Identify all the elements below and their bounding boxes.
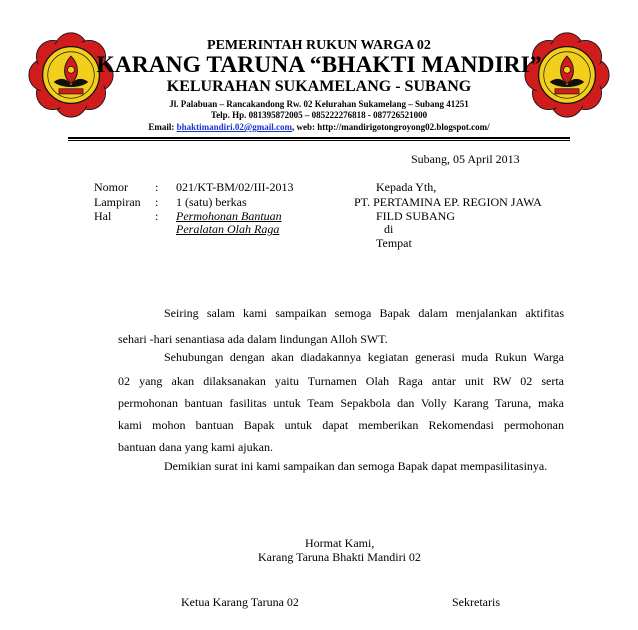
closing-salutation: Hormat Kami,	[305, 536, 375, 550]
header-government: PEMERINTAH RUKUN WARGA 02	[207, 38, 431, 53]
recipient-greeting: Kepada Yth,	[376, 180, 437, 194]
paragraph-2-line-1: Sehubungan dengan akan diadakannya kegiatan generasi muda Rukun Warga	[164, 350, 564, 364]
meta-sep: :	[155, 209, 159, 223]
header-contact	[0, 122, 638, 132]
paragraph-2-line-5: bantuan dana yang kami ajukan.	[118, 440, 273, 454]
meta-label-nomor: Nomor	[94, 180, 128, 194]
meta-sep: :	[155, 195, 159, 209]
meta-sep: :	[155, 180, 159, 194]
meta-value-lampiran: 1 (satu) berkas	[176, 195, 247, 209]
header-district: KELURAHAN SUKAMELANG - SUBANG	[166, 78, 472, 95]
letterhead-rule-thick	[68, 137, 570, 139]
recipient-unit: FILD SUBANG	[376, 209, 456, 223]
paragraph-1-line-1: Seiring salam kami sampaikan semoga Bapak dalam menjalankan aktifitas	[164, 306, 564, 320]
meta-value-nomor: 021/KT-BM/02/III-2013	[176, 180, 294, 194]
letter-date: Subang, 05 April 2013	[411, 152, 520, 166]
paragraph-2-line-4: kami mohon bantuan Bapak untuk dapat memberikan Rekomendasi permohonan	[118, 418, 564, 432]
recipient-company: PT. PERTAMINA EP. REGION JAWA	[354, 195, 542, 209]
closing-organization: Karang Taruna Bhakti Mandiri 02	[258, 550, 421, 564]
meta-label-hal: Hal	[94, 209, 112, 223]
email-label: Email:	[148, 122, 177, 132]
email-link[interactable]: bhaktimandiri.02@gmail.com	[176, 122, 293, 132]
paragraph-1-line-2: sehari -hari senantiasa ada dalam lindungan Alloh SWT.	[118, 332, 388, 346]
header-address: Jl. Palabuan – Rancakandong Rw. 02 Kelurahan Sukamelang – Subang 41251	[169, 99, 469, 109]
recipient-place: Tempat	[376, 236, 412, 250]
signature-secretary: Sekretaris	[452, 595, 500, 609]
paragraph-2-line-2: 02 yang akan dilaksanakan yaitu Turnamen Olah Raga antar unit RW 02 serta	[118, 374, 564, 388]
meta-value-hal-continued: Peralatan Olah Raga	[176, 222, 280, 236]
signature-chair: Ketua Karang Taruna 02	[181, 595, 299, 609]
paragraph-2-line-3: permohonan bantuan fasilitas untuk Team Sepakbola dan Volly Karang Taruna, maka	[118, 396, 564, 410]
paragraph-3: Demikian surat ini kami sampaikan dan semoga Bapak dapat mempasilitasinya.	[164, 459, 548, 473]
meta-value-hal: Permohonan Bantuan	[176, 209, 282, 223]
website-text: , web: http://mandirigotongroyong02.blogspot.com/	[292, 122, 490, 132]
meta-label-lampiran: Lampiran	[94, 195, 141, 209]
recipient-di: di	[384, 222, 394, 236]
header-organization: KARANG TARUNA “BHAKTI MANDIRI”	[96, 52, 542, 78]
header-phone: Telp. Hp. 081395872005 – 085222276818 - 087726521000	[210, 110, 428, 120]
letterhead-rule-thin	[68, 140, 570, 141]
